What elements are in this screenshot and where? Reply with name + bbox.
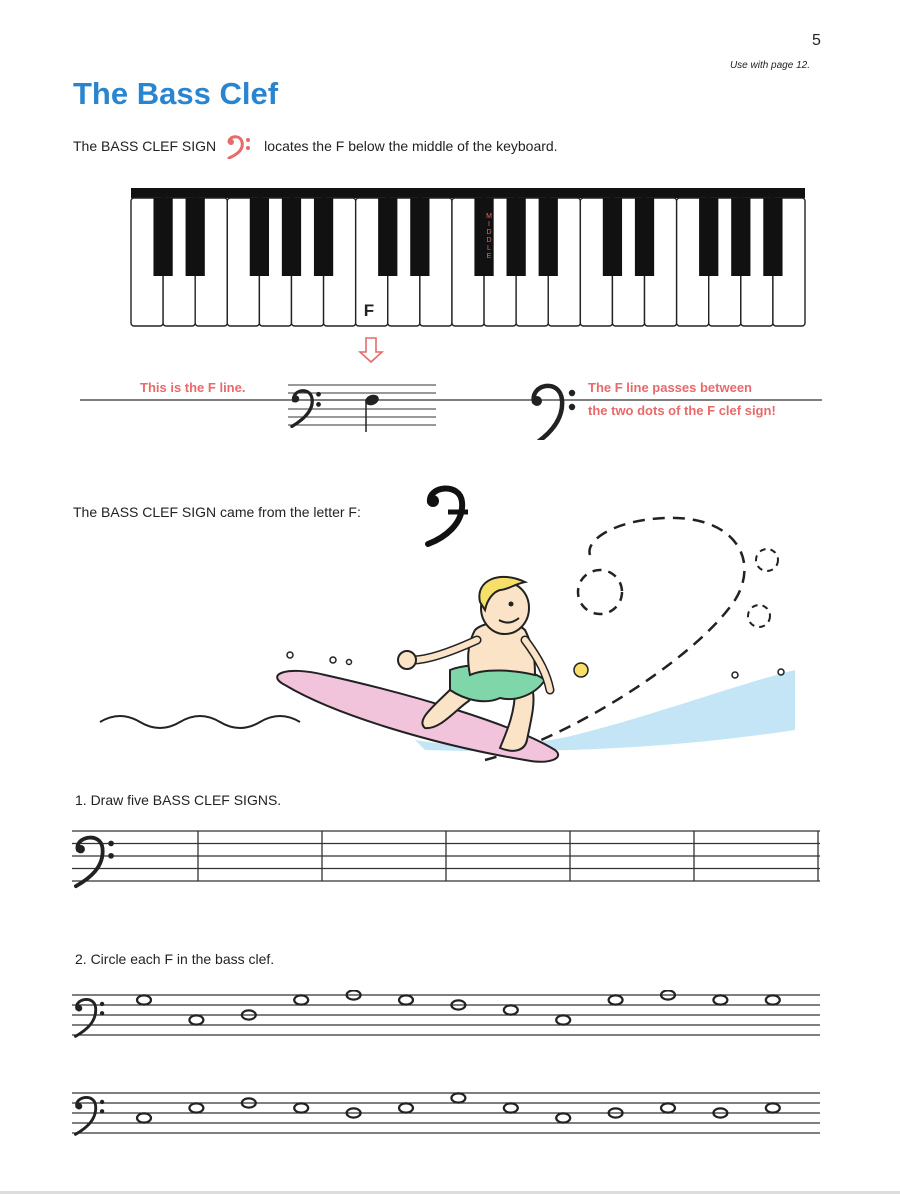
note-head bbox=[189, 1015, 203, 1024]
large-bass-clef-icon bbox=[532, 386, 575, 440]
whole-note bbox=[661, 1103, 675, 1112]
middle-letter: I bbox=[488, 221, 490, 228]
black-key bbox=[153, 198, 172, 276]
whole-note bbox=[189, 1103, 203, 1112]
black-key bbox=[378, 198, 397, 276]
note-head bbox=[137, 995, 151, 1004]
note-head bbox=[713, 995, 727, 1004]
whole-note bbox=[766, 1103, 780, 1112]
fish-icon bbox=[574, 663, 588, 677]
exercise-staff-1 bbox=[68, 990, 828, 1040]
note-head bbox=[556, 1015, 570, 1024]
f-line-note-right-2: the two dots of the F clef sign! bbox=[588, 403, 776, 418]
note-head bbox=[766, 1103, 780, 1112]
surfer-illustration bbox=[95, 510, 815, 775]
note-head bbox=[399, 995, 413, 1004]
note-head bbox=[504, 1005, 518, 1014]
black-key bbox=[250, 198, 269, 276]
note-head bbox=[661, 1103, 675, 1112]
staff-lines bbox=[72, 995, 820, 1035]
note-head bbox=[504, 1103, 518, 1112]
page-title: The Bass Clef bbox=[73, 76, 279, 111]
f-key-label: F bbox=[363, 301, 375, 320]
black-key bbox=[282, 198, 301, 276]
intro-text-before: The BASS CLEF SIGN bbox=[73, 138, 217, 154]
whole-note bbox=[137, 995, 151, 1004]
middle-letter: E bbox=[486, 253, 492, 260]
black-key bbox=[603, 198, 622, 276]
whole-note bbox=[504, 1005, 518, 1014]
dashed-dot-top bbox=[756, 549, 778, 571]
black-key bbox=[410, 198, 429, 276]
note-head bbox=[556, 1113, 570, 1122]
note-head bbox=[137, 1113, 151, 1122]
black-key bbox=[314, 198, 333, 276]
staff1-bass-clef-icon bbox=[76, 838, 114, 887]
whole-note bbox=[399, 995, 413, 1004]
exercise-staff-2 bbox=[68, 1088, 828, 1138]
whole-note bbox=[137, 1113, 151, 1122]
note-head bbox=[189, 1103, 203, 1112]
bass-clef-icon bbox=[226, 133, 252, 159]
note-head bbox=[451, 1093, 465, 1102]
f-line-note-left: This is the F line. bbox=[140, 380, 246, 395]
whole-note bbox=[399, 1103, 413, 1112]
whole-note bbox=[504, 1103, 518, 1112]
came-from-text: The BASS CLEF SIGN came from the letter F: bbox=[73, 504, 361, 520]
note-head bbox=[294, 1103, 308, 1112]
whole-note bbox=[713, 995, 727, 1004]
f-line-note-right bbox=[588, 376, 776, 422]
whole-note bbox=[556, 1113, 570, 1122]
hand bbox=[398, 651, 416, 669]
black-key bbox=[539, 198, 558, 276]
note-head bbox=[399, 1103, 413, 1112]
whole-note bbox=[294, 1103, 308, 1112]
intro-text-after: locates the F below the middle of the keyboard. bbox=[264, 138, 558, 154]
page-number: 5 bbox=[812, 32, 821, 49]
use-with-note: Use with page 12. bbox=[729, 60, 810, 71]
whole-note bbox=[294, 995, 308, 1004]
intro-line bbox=[73, 133, 558, 159]
task-2-instruction: 2. Circle each F in the bass clef. bbox=[75, 951, 275, 967]
exercise-notes bbox=[137, 1093, 780, 1122]
dashed-circle-large bbox=[578, 570, 622, 614]
dashed-dot-bottom bbox=[748, 605, 770, 627]
whole-note bbox=[556, 1015, 570, 1024]
whole-note bbox=[189, 1015, 203, 1024]
task-1-instruction: 1. Draw five BASS CLEF SIGNS. bbox=[75, 792, 282, 808]
drawing-staff bbox=[68, 825, 828, 890]
middle-letter: L bbox=[487, 245, 491, 252]
whole-note bbox=[451, 1093, 465, 1102]
middle-letter: D bbox=[486, 237, 492, 244]
black-key bbox=[699, 198, 718, 276]
note-head bbox=[294, 995, 308, 1004]
black-key bbox=[186, 198, 205, 276]
note-head bbox=[609, 995, 623, 1004]
black-key bbox=[731, 198, 750, 276]
middle-letter: M bbox=[486, 213, 492, 220]
staff-lines bbox=[72, 1093, 820, 1133]
f-line-note-right-1: The F line passes between bbox=[588, 380, 752, 395]
whole-note bbox=[766, 995, 780, 1004]
black-key bbox=[763, 198, 782, 276]
middle-letter: D bbox=[486, 229, 492, 236]
piano-keyboard bbox=[128, 186, 808, 331]
black-key bbox=[635, 198, 654, 276]
down-arrow-icon bbox=[360, 338, 382, 362]
water-line bbox=[100, 716, 300, 728]
black-key bbox=[507, 198, 526, 276]
note-head bbox=[766, 995, 780, 1004]
whole-note bbox=[609, 995, 623, 1004]
